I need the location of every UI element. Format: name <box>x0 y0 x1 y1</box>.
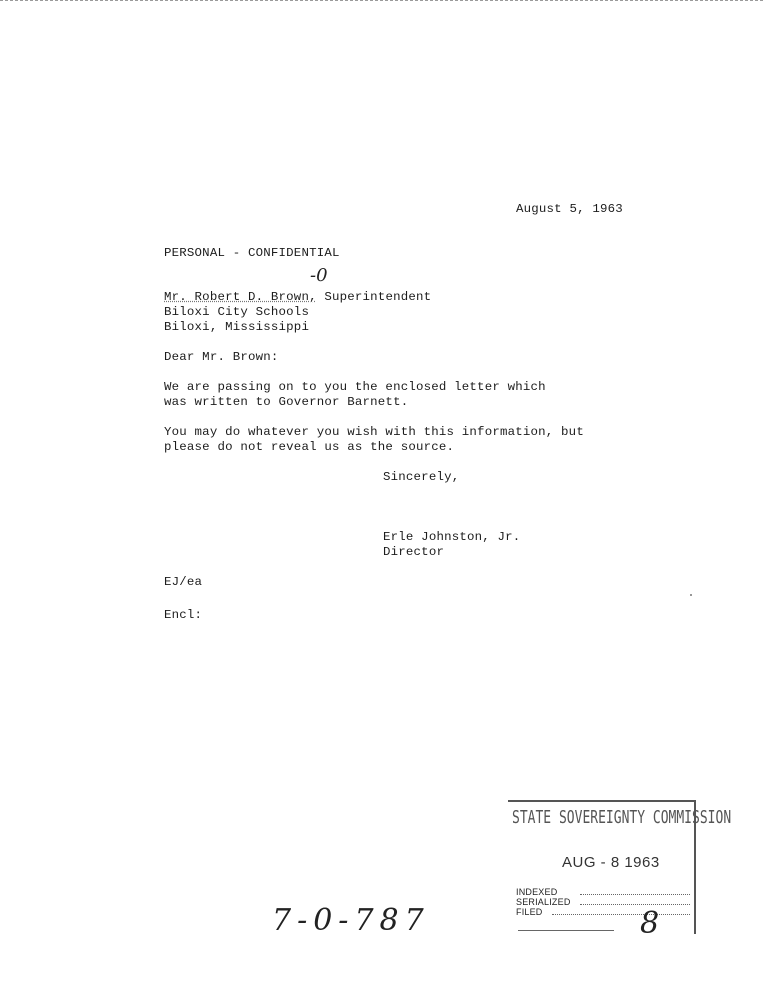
paragraph-1-line-2: was written to Governor Barnett. <box>164 395 409 409</box>
letter-date: August 5, 1963 <box>516 202 623 216</box>
stamp-label-serialized: SERIALIZED <box>516 897 571 907</box>
addressee-name: Mr. Robert D. Brown, <box>164 290 317 304</box>
typist-initials: EJ/ea <box>164 575 203 589</box>
closing: Sincerely, <box>383 470 460 484</box>
addressee-title: Superintendent <box>324 290 432 304</box>
stamp-serialized-dots <box>580 904 690 905</box>
stamp-label-filed: FILED <box>516 907 543 917</box>
stamp-label-indexed: INDEXED <box>516 887 558 897</box>
enclosure-note: Encl: <box>164 608 203 622</box>
salutation: Dear Mr. Brown: <box>164 350 279 364</box>
handwritten-file-number: 7-0-787 <box>272 903 430 938</box>
signer-name: Erle Johnston, Jr. <box>383 530 521 544</box>
stamp-indexed-dots <box>580 894 690 895</box>
paragraph-1-line-1: We are passing on to you the enclosed letter which <box>164 380 546 394</box>
address-line-2: Biloxi City Schools <box>164 305 310 319</box>
stamp-top-rule <box>508 800 694 802</box>
paragraph-2-line-1: You may do whatever you wish with this information, but <box>164 425 584 439</box>
classification-line: PERSONAL - CONFIDENTIAL <box>164 246 340 260</box>
commission-stamp <box>508 798 732 941</box>
scan-speck <box>690 594 692 596</box>
stamp-date: AUG - 8 1963 <box>562 854 660 871</box>
handwritten-mark-top: -0 <box>310 265 328 286</box>
paragraph-2-line-2: please do not reveal us as the source. <box>164 440 455 454</box>
page-top-edge <box>0 0 763 1</box>
address-line-3: Biloxi, Mississippi <box>164 320 310 334</box>
signer-title: Director <box>383 545 445 559</box>
stamp-filed-dots <box>552 914 690 915</box>
address-line-1 <box>164 290 431 305</box>
stamp-header: STATE SOVEREIGNTY COMMISSION <box>512 808 732 829</box>
handwritten-stamp-mark: 8 <box>640 906 660 941</box>
stamp-box-line <box>518 930 614 931</box>
